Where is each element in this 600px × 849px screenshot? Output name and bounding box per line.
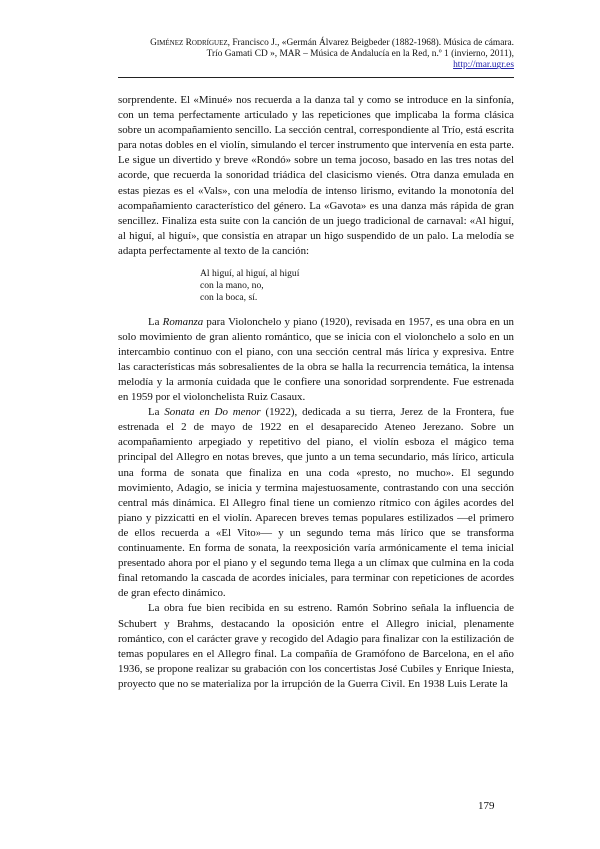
work-title: Romanza (162, 315, 204, 328)
verse-line: Al higuí, al higuí, al higuí (200, 268, 300, 280)
header-author: Giménez Rodríguez (150, 38, 228, 48)
running-header (118, 38, 514, 72)
article-body (118, 93, 514, 692)
song-verse (200, 268, 514, 305)
paragraph-sonata: La Sonata en Do menor (1922), dedicada a su tierra, Jerez de la Frontera, fue estrenada el 2 de mayo de 1922 en el desaparecido Ateneo Jerezano. Sobre un acompañamiento arpegiado y repetitivo del piano, el violín esboza el mágico tema principal del Allegro en notas breves, que junto a un tema secundario, más lírico, articula una forma de sonata que finaliza en una coda «presto, no mucho». El segundo movimiento, Adagio, se inicia y termina majestuosamente, contrastando con una sección central más dinámica. El Allegro final tiene un comienzo rítmico con ágiles acordes del piano y pizzicatti en el violín. Aparecen breves temas populares estilizados —el primero de ellos recuerda a «El Vito»— y un segundo tema más lírico que se transforma continuamente. En forma de sonata, la reexposición varía armónicamente el tema inicial presentado ahora por el piano y el segundo tema llega a un clímax que culmina en la coda final retomando la cascada de acordes iniciales, para terminar con repeticiones de acordes de gran efecto dinámico. (118, 406, 515, 600)
verse-line: con la mano, no, (200, 280, 264, 292)
header-link[interactable]: http://mar.ugr.es (453, 60, 514, 71)
paragraph-reception: La obra fue bien recibida en su estreno. Ramón Sobrino señala la influencia de Schubert y Brahms, destacando la oposición entre el Allegro inicial, plenamente romántico, con el carácter grave y recogido del Adagio para finalizar con la estilización de temas populares en el Allegro final. La compañía de Gramófono de Barcelona, en el año 1936, se propone realizar su grabación con los concertistas José Cubiles y Enrique Iniesta, proyecto que no se materializa por la irrupción de la Guerra Civil. En 1938 Luis Lerate la (118, 602, 514, 690)
work-title: Sonata en Do menor (164, 406, 261, 419)
page-number: 179 (478, 800, 495, 812)
header-citation-line2: Trío Gamati CD », MAR – Música de Andalucía en la Red, n.º 1 (invierno, 2011), (206, 49, 514, 60)
paragraph-1: sorprendente. El «Minué» nos recuerda a la danza tal y como se introduce en la sinfonía, con un tema perfectamente articulado y las repeticiones que implicaba la forma clásica sobre un acompañamiento sencillo. La sección central, correspondiente al Trío, está escrita para notas dobles en el violín, simulando el tercer instrumento que intervenía en esta parte. Le sigue un divertido y breve «Rondó» sobre un tema jocoso, basado en las tres notas del acorde, que recuerda la sonoridad triádica del clasicismo vienés. Otra danza emulada en estas piezas es el «Vals», con una melodía de intenso lirismo, evitando la monotonía del acompañamiento característico del género. La «Gavota» es una danza más rápida de gran sencillez. Finaliza esta suite con la canción de un juego tradicional de carnaval: «Al higuí, al higuí, al higuí», que consistía en atrapar un higo suspendido de un palo. La melodía se adapta perfectamente al texto de la canción: (118, 94, 514, 257)
header-rule (118, 77, 514, 78)
verse-line: con la boca, sí. (200, 292, 258, 304)
paragraph-romanza: La Romanza para Violonchelo y piano (1920), revisada en 1957, es una obra en un solo movimiento de gran aliento romántico, que se inicia con el violonchelo a solo en un intercambio continuo con el piano, con una sección central más lírica y expresiva. Entre las características más sobresalientes de la obra se halla la recurrencia temática, la intensa melodía y la armonía cuidada que le confiere una sonoridad sorprendente. Fue estrenada en 1959 por el violonchelista Ruiz Casaux. (118, 315, 514, 404)
header-citation-line1: Giménez Rodríguez, Francisco J., «Germán Álvarez Beigbeder (1882-1968). Música de cámara. (150, 38, 514, 48)
